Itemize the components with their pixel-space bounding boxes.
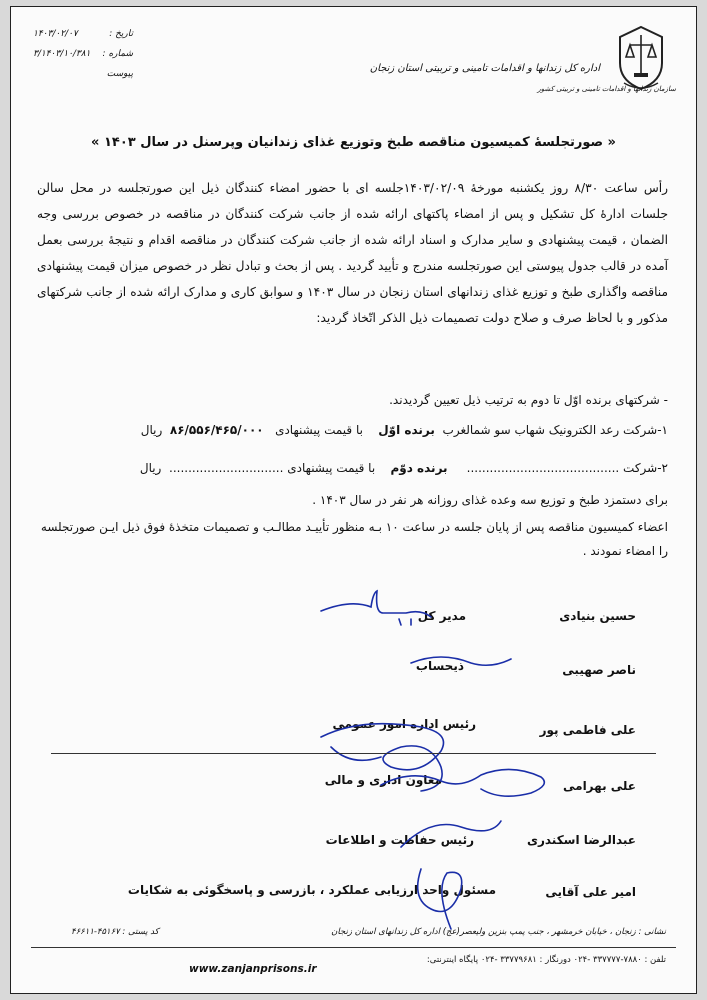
winner-first-price-label: با قیمت پیشنهادی [275, 423, 363, 437]
date-row [33, 29, 133, 49]
winner-second-price-dots: .............................. [169, 461, 284, 475]
winner-second-dots: ........................................ [466, 461, 620, 475]
prison-organization-logo [610, 23, 672, 93]
website-link[interactable]: www.zanjanprisons.ir [189, 963, 317, 975]
winner-first-rank: برنده اوّل [378, 423, 435, 437]
signature-mark [371, 755, 571, 815]
signatory-name: علی فاطمی پور [539, 723, 636, 737]
attachment-row [33, 69, 133, 89]
minutes-body-text: رأس ساعت ۸/۳۰ روز یکشنبه مورخهٔ ۱۴۰۳/۰۲/۰۹جلسه ای با حضور امضاء کنندگان ذیل این صورتجلسه در محل سالن جلسات ادارهٔ کل تشکیل و پس از امضاء پاکتهای ارائه شده از جانب شرکت کنندگان در مناقصه در خصوص بررسی وجه الضمان ، قیمت پیشنهادی و سایر مدارک و اسناد ارائه شده از جانب شرکت کنندگان در مناقصه اقدام و نتیجهٔ بررسی بعمل آمده در قالب جدول پیوستی این صورتجلسه مندرج و تأیید گردید . پس از بحث و تبادل نظر در خصوص میزان قیمت پیشنهادی مناقصه واگذاری طبخ و توزیع غذای زندانهای استان زنجان در سال ۱۴۰۳ و سوابق کاری و مدارک ارائه شده از جانب شرکتهای مذکور و با لحاظ صرف و صلاح دولت تصمیمات ذیل الذکر اتّخاذ گردید: [37, 181, 669, 325]
signatory-title: معاون اداری و مالی [324, 773, 442, 787]
number-label: شماره : [102, 49, 133, 59]
signatory-name: عبدالرضا اسکندری [526, 833, 636, 847]
date-label: تاریخ : [109, 29, 133, 39]
winner-first-company: ۱-شرکت رعد الکترونیک شهاب سو شمالغرب [442, 423, 668, 437]
postal-code: کد پستی : ۴۵۱۶۷-۴۶۶۱۱ [71, 927, 159, 937]
note-line: برای دستمزد طبخ و توزیع سه وعده غذای روزانه هر نفر در سال ۱۴۰۳ . [312, 493, 668, 507]
winner-second-row [37, 461, 668, 475]
footer-contact: تلفن : ۷۸۸۰-۳۳۷۷۷۷ -۰۲۴ دورنگار : ۳۳۷۷۹۶۸۱ -۰۲۴ پایگاه اینترنتی: [426, 955, 666, 965]
winner-first-row [37, 423, 668, 437]
signature-mark [381, 807, 521, 857]
footer-address [331, 927, 666, 937]
winner-second-company: ۲-شرکت [623, 461, 668, 475]
date-value: ۱۴۰۳/۰۲/۰۷ [33, 29, 78, 39]
letter-metadata [33, 29, 133, 89]
document-page [10, 6, 697, 994]
winners-intro: - شرکتهای برنده اوّل تا دوم به ترتیب ذیل تعیین گردیدند. [389, 393, 668, 407]
number-value: ۳/۱۴۰۳/۱۰/۳۸۱ [33, 49, 91, 59]
divider-line [51, 753, 656, 754]
organization-subtitle: سازمان زندانها و اقدامات تامینی و تربیتی کشور [537, 85, 676, 93]
closing-text: اعضاء کمیسیون مناقصه پس از پایان جلسه در ساعت ۱۰ بـه منظور تأییـد مطالـب و تصمیمات متخذهٔ فوق ذیل ایـن صورتجلسه را امضاء نمودند . [40, 520, 668, 558]
signatory-title: مسئول واحد ارزیابی عملکرد ، بازرسی و پاسخگوئی به شکایات [127, 883, 496, 897]
organization-name: اداره کل زندانها و اقدامات تامینی و تربیتی استان زنجان [369, 63, 600, 74]
signatory-name: امیر علی آقایی [545, 885, 636, 899]
signatory-name: علی بهرامی [563, 779, 636, 793]
signature-mark [311, 589, 461, 629]
footer-divider [31, 947, 676, 948]
signatory-name: ناصر صهیبی [562, 663, 636, 677]
signatory-title: ذیحساب [415, 659, 464, 673]
signatory-title: رئیس حفاظت و اطلاعات [325, 833, 474, 847]
winner-first-price: ۸۶/۵۵۶/۴۶۵/۰۰۰ [169, 423, 264, 437]
signatory-title: رئیس اداره امور عمومی [332, 717, 476, 731]
winner-second-currency: ریال [139, 461, 162, 475]
winner-second-rank: برنده دوّم [390, 461, 448, 475]
address-text: نشانی : زنجان ، خیابان خرمشهر ، جنب پمپ بنزین ولیعصر(عج) اداره کل زندانهای استان زنجان [331, 927, 666, 937]
winner-second-price-label: با قیمت پیشنهادی [287, 461, 376, 475]
number-row [33, 49, 133, 69]
signatory-name: حسین بنیادی [559, 609, 636, 623]
attachment-label: پیوست [106, 69, 133, 79]
winner-first-currency: ریال [140, 423, 163, 437]
signature-mark [401, 647, 521, 677]
document-title: « صورتجلسهٔ کمیسیون مناقصه طبخ وتوزیع غذای زندانیان وپرسنل در سال ۱۴۰۳ » [91, 135, 616, 150]
signatory-title: مدیر کل [417, 609, 466, 623]
